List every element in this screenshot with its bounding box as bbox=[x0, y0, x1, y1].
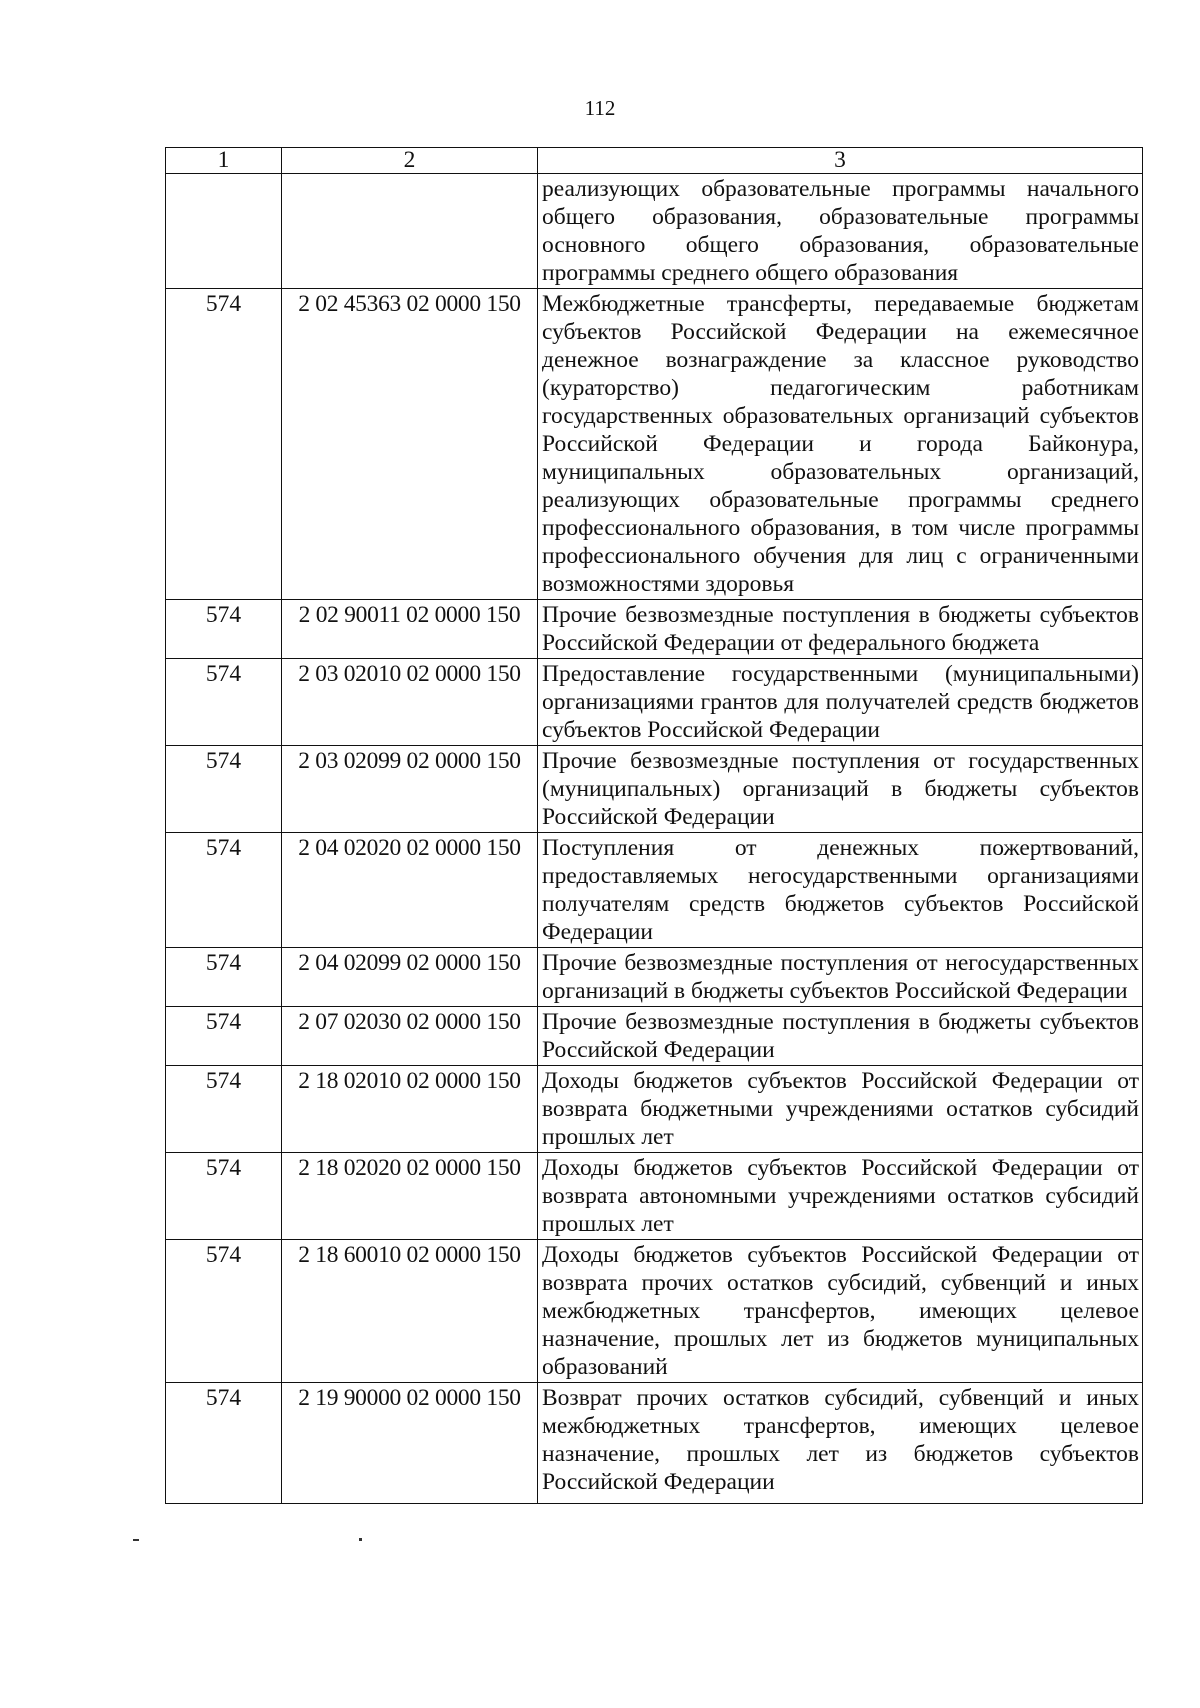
revenue-description-cell: Предоставление государственными (муниципальными) организациями грантов для получателей средств бюджетов субъектов Российской Федерации bbox=[538, 659, 1143, 746]
revenue-code-cell: 2 18 02020 02 0000 150 bbox=[282, 1153, 538, 1240]
admin-code-cell: 574 bbox=[166, 659, 282, 746]
table-row bbox=[166, 1066, 1143, 1153]
table-row bbox=[166, 833, 1143, 948]
revenue-code-cell: 2 04 02099 02 0000 150 bbox=[282, 948, 538, 1007]
scan-speck bbox=[359, 1538, 362, 1541]
revenue-description-cell: Возврат прочих остатков субсидий, субвенций и иных межбюджетных трансфертов, имеющих целевое назначение, прошлых лет из бюджетов субъектов Российской Федерации bbox=[538, 1383, 1143, 1504]
admin-code-cell: 574 bbox=[166, 1383, 282, 1504]
revenue-codes-table bbox=[165, 147, 1143, 1504]
revenue-description-cell: реализующих образовательные программы начального общего образования, образовательные программы основного общего образования, образовательные программы среднего общего образования bbox=[538, 174, 1143, 289]
scan-speck bbox=[133, 1539, 139, 1541]
admin-code-cell: 574 bbox=[166, 1007, 282, 1066]
admin-code-cell: 574 bbox=[166, 289, 282, 600]
revenue-code-cell: 2 03 02010 02 0000 150 bbox=[282, 659, 538, 746]
revenue-code-cell: 2 18 60010 02 0000 150 bbox=[282, 1240, 538, 1383]
revenue-code-cell: 2 02 90011 02 0000 150 bbox=[282, 600, 538, 659]
table-row bbox=[166, 1153, 1143, 1240]
table-row bbox=[166, 1383, 1143, 1504]
page-number: 112 bbox=[584, 96, 616, 120]
revenue-description-cell: Доходы бюджетов субъектов Российской Федерации от возврата автономными учреждениями остатков субсидий прошлых лет bbox=[538, 1153, 1143, 1240]
table-row bbox=[166, 746, 1143, 833]
table-row bbox=[166, 948, 1143, 1007]
revenue-code-cell: 2 04 02020 02 0000 150 bbox=[282, 833, 538, 948]
admin-code-cell: 574 bbox=[166, 1066, 282, 1153]
revenue-description-cell: Прочие безвозмездные поступления в бюджеты субъектов Российской Федерации bbox=[538, 1007, 1143, 1066]
table-row bbox=[166, 1007, 1143, 1066]
revenue-description-cell: Прочие безвозмездные поступления в бюджеты субъектов Российской Федерации от федерального бюджета bbox=[538, 600, 1143, 659]
revenue-description-cell: Межбюджетные трансферты, передаваемые бюджетам субъектов Российской Федерации на ежемесячное денежное вознаграждение за классное руководство (кураторство) педагогическим работникам государственных образовательных организаций субъектов Российской Федерации и города Байконура, муниципальных образовательных организаций, реализующих образовательные программы среднего профессионального образования, в том числе программы профессионального обучения для лиц с ограниченными возможностями здоровья bbox=[538, 289, 1143, 600]
table-row bbox=[166, 659, 1143, 746]
admin-code-cell: 574 bbox=[166, 746, 282, 833]
revenue-description-cell: Доходы бюджетов субъектов Российской Федерации от возврата бюджетными учреждениями остатков субсидий прошлых лет bbox=[538, 1066, 1143, 1153]
column-header-1: 1 bbox=[166, 148, 282, 174]
table-row bbox=[166, 174, 1143, 289]
table-row bbox=[166, 289, 1143, 600]
revenue-description-cell: Доходы бюджетов субъектов Российской Федерации от возврата прочих остатков субсидий, субвенций и иных межбюджетных трансфертов, имеющих целевое назначение, прошлых лет из бюджетов муниципальных образований bbox=[538, 1240, 1143, 1383]
revenue-code-cell: 2 19 90000 02 0000 150 bbox=[282, 1383, 538, 1504]
admin-code-cell: 574 bbox=[166, 600, 282, 659]
revenue-description-cell: Прочие безвозмездные поступления от негосударственных организаций в бюджеты субъектов Российской Федерации bbox=[538, 948, 1143, 1007]
revenue-code-cell: 2 18 02010 02 0000 150 bbox=[282, 1066, 538, 1153]
column-header-2: 2 bbox=[282, 148, 538, 174]
admin-code-cell: 574 bbox=[166, 948, 282, 1007]
admin-code-cell bbox=[166, 174, 282, 289]
table-header-row bbox=[166, 148, 1143, 174]
revenue-code-cell: 2 02 45363 02 0000 150 bbox=[282, 289, 538, 600]
table-row bbox=[166, 600, 1143, 659]
admin-code-cell: 574 bbox=[166, 833, 282, 948]
column-header-3: 3 bbox=[538, 148, 1143, 174]
revenue-code-cell: 2 07 02030 02 0000 150 bbox=[282, 1007, 538, 1066]
revenue-code-cell bbox=[282, 174, 538, 289]
admin-code-cell: 574 bbox=[166, 1153, 282, 1240]
table-row bbox=[166, 1240, 1143, 1383]
revenue-code-cell: 2 03 02099 02 0000 150 bbox=[282, 746, 538, 833]
admin-code-cell: 574 bbox=[166, 1240, 282, 1383]
revenue-description-cell: Прочие безвозмездные поступления от государственных (муниципальных) организаций в бюджеты субъектов Российской Федерации bbox=[538, 746, 1143, 833]
revenue-description-cell: Поступления от денежных пожертвований, предоставляемых негосударственными организациями получателям средств бюджетов субъектов Российской Федерации bbox=[538, 833, 1143, 948]
